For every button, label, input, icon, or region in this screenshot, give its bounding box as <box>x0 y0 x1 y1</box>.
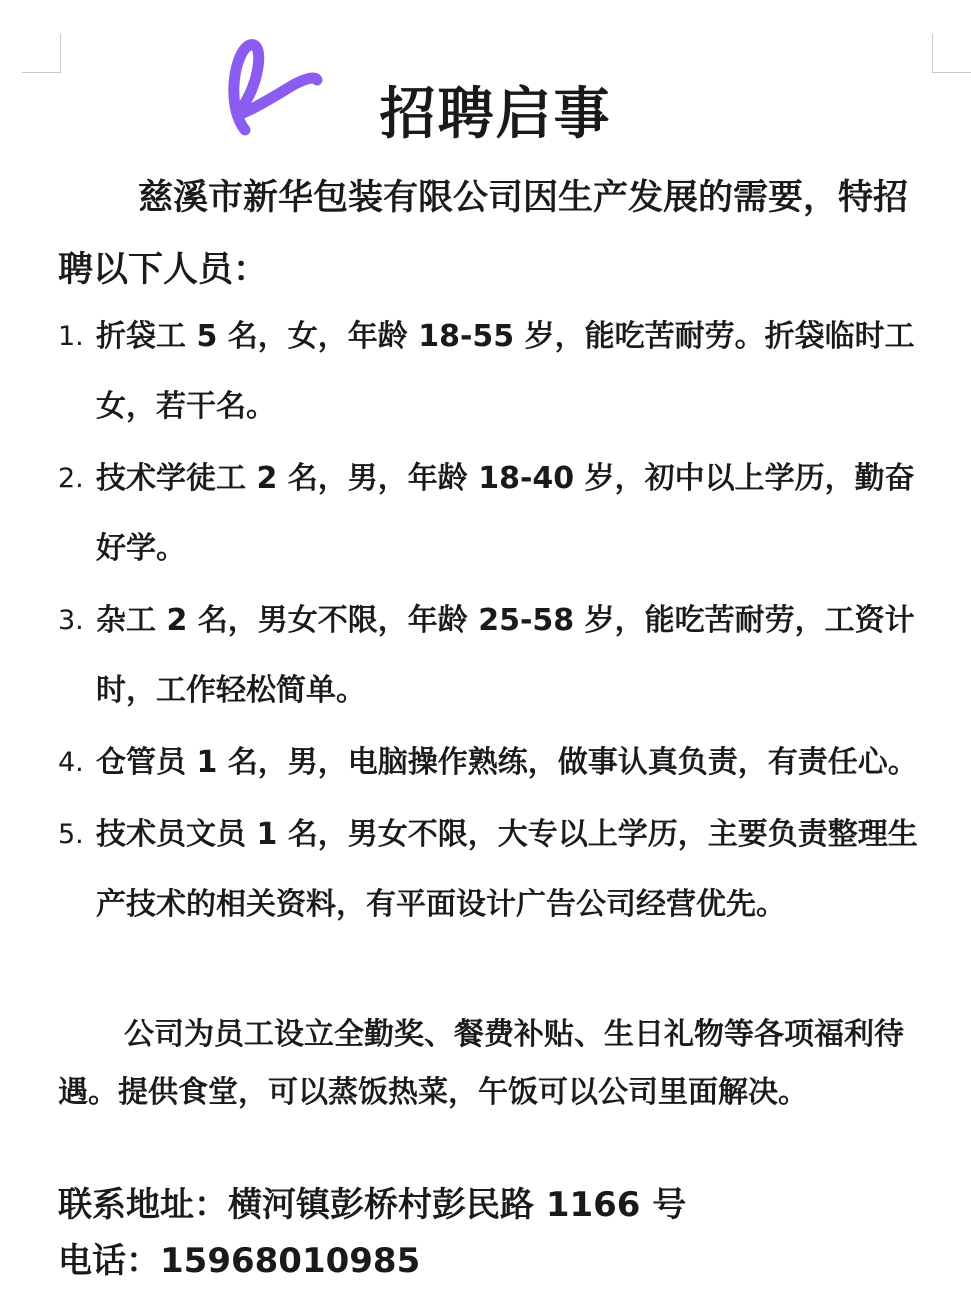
position-item <box>58 728 938 798</box>
position-number: 2. <box>58 463 84 494</box>
position-number: 5. <box>58 819 84 850</box>
positions-list <box>58 302 938 942</box>
page-title: 招聘启事 <box>379 82 612 147</box>
position-number: 1. <box>58 321 84 352</box>
position-item <box>58 302 938 442</box>
position-text: 仓管员 1 名，男，电脑操作熟练，做事认真负责，有责任心。 <box>96 745 918 780</box>
intro-paragraph: 慈溪市新华包装有限公司因生产发展的需要，特招聘以下人员： <box>58 178 909 290</box>
position-item <box>58 800 938 940</box>
position-number: 4. <box>58 747 84 778</box>
position-text: 技术员文员 1 名，男女不限，大专以上学历，主要负责整理生产技术的相关资料，有平面设计广告公司经营优先。 <box>96 817 918 922</box>
contact-address: 联系地址：横河镇彭桥村彭民路 1166 号 <box>58 1185 687 1225</box>
position-text: 技术学徒工 2 名，男，年龄 18-40 岁，初中以上学历，勤奋好学。 <box>96 461 915 566</box>
position-text: 杂工 2 名，男女不限，年龄 25-58 岁，能吃苦耐劳，工资计时，工作轻松简单。 <box>96 603 915 708</box>
benefits-paragraph: 公司为员工设立全勤奖、餐费补贴、生日礼物等各项福利待遇。提供食堂，可以蒸饭热菜，午饭可以公司里面解决。 <box>58 1017 904 1110</box>
position-text: 折袋工 5 名，女，年龄 18-55 岁，能吃苦耐劳。折袋临时工女，若干名。 <box>96 319 915 424</box>
corner-mark-top-left <box>22 34 61 73</box>
position-item <box>58 586 938 726</box>
position-number: 3. <box>58 605 84 636</box>
position-item <box>58 444 938 584</box>
corner-mark-top-right <box>932 34 971 73</box>
contact-phone: 电话：15968010985 <box>58 1241 421 1281</box>
